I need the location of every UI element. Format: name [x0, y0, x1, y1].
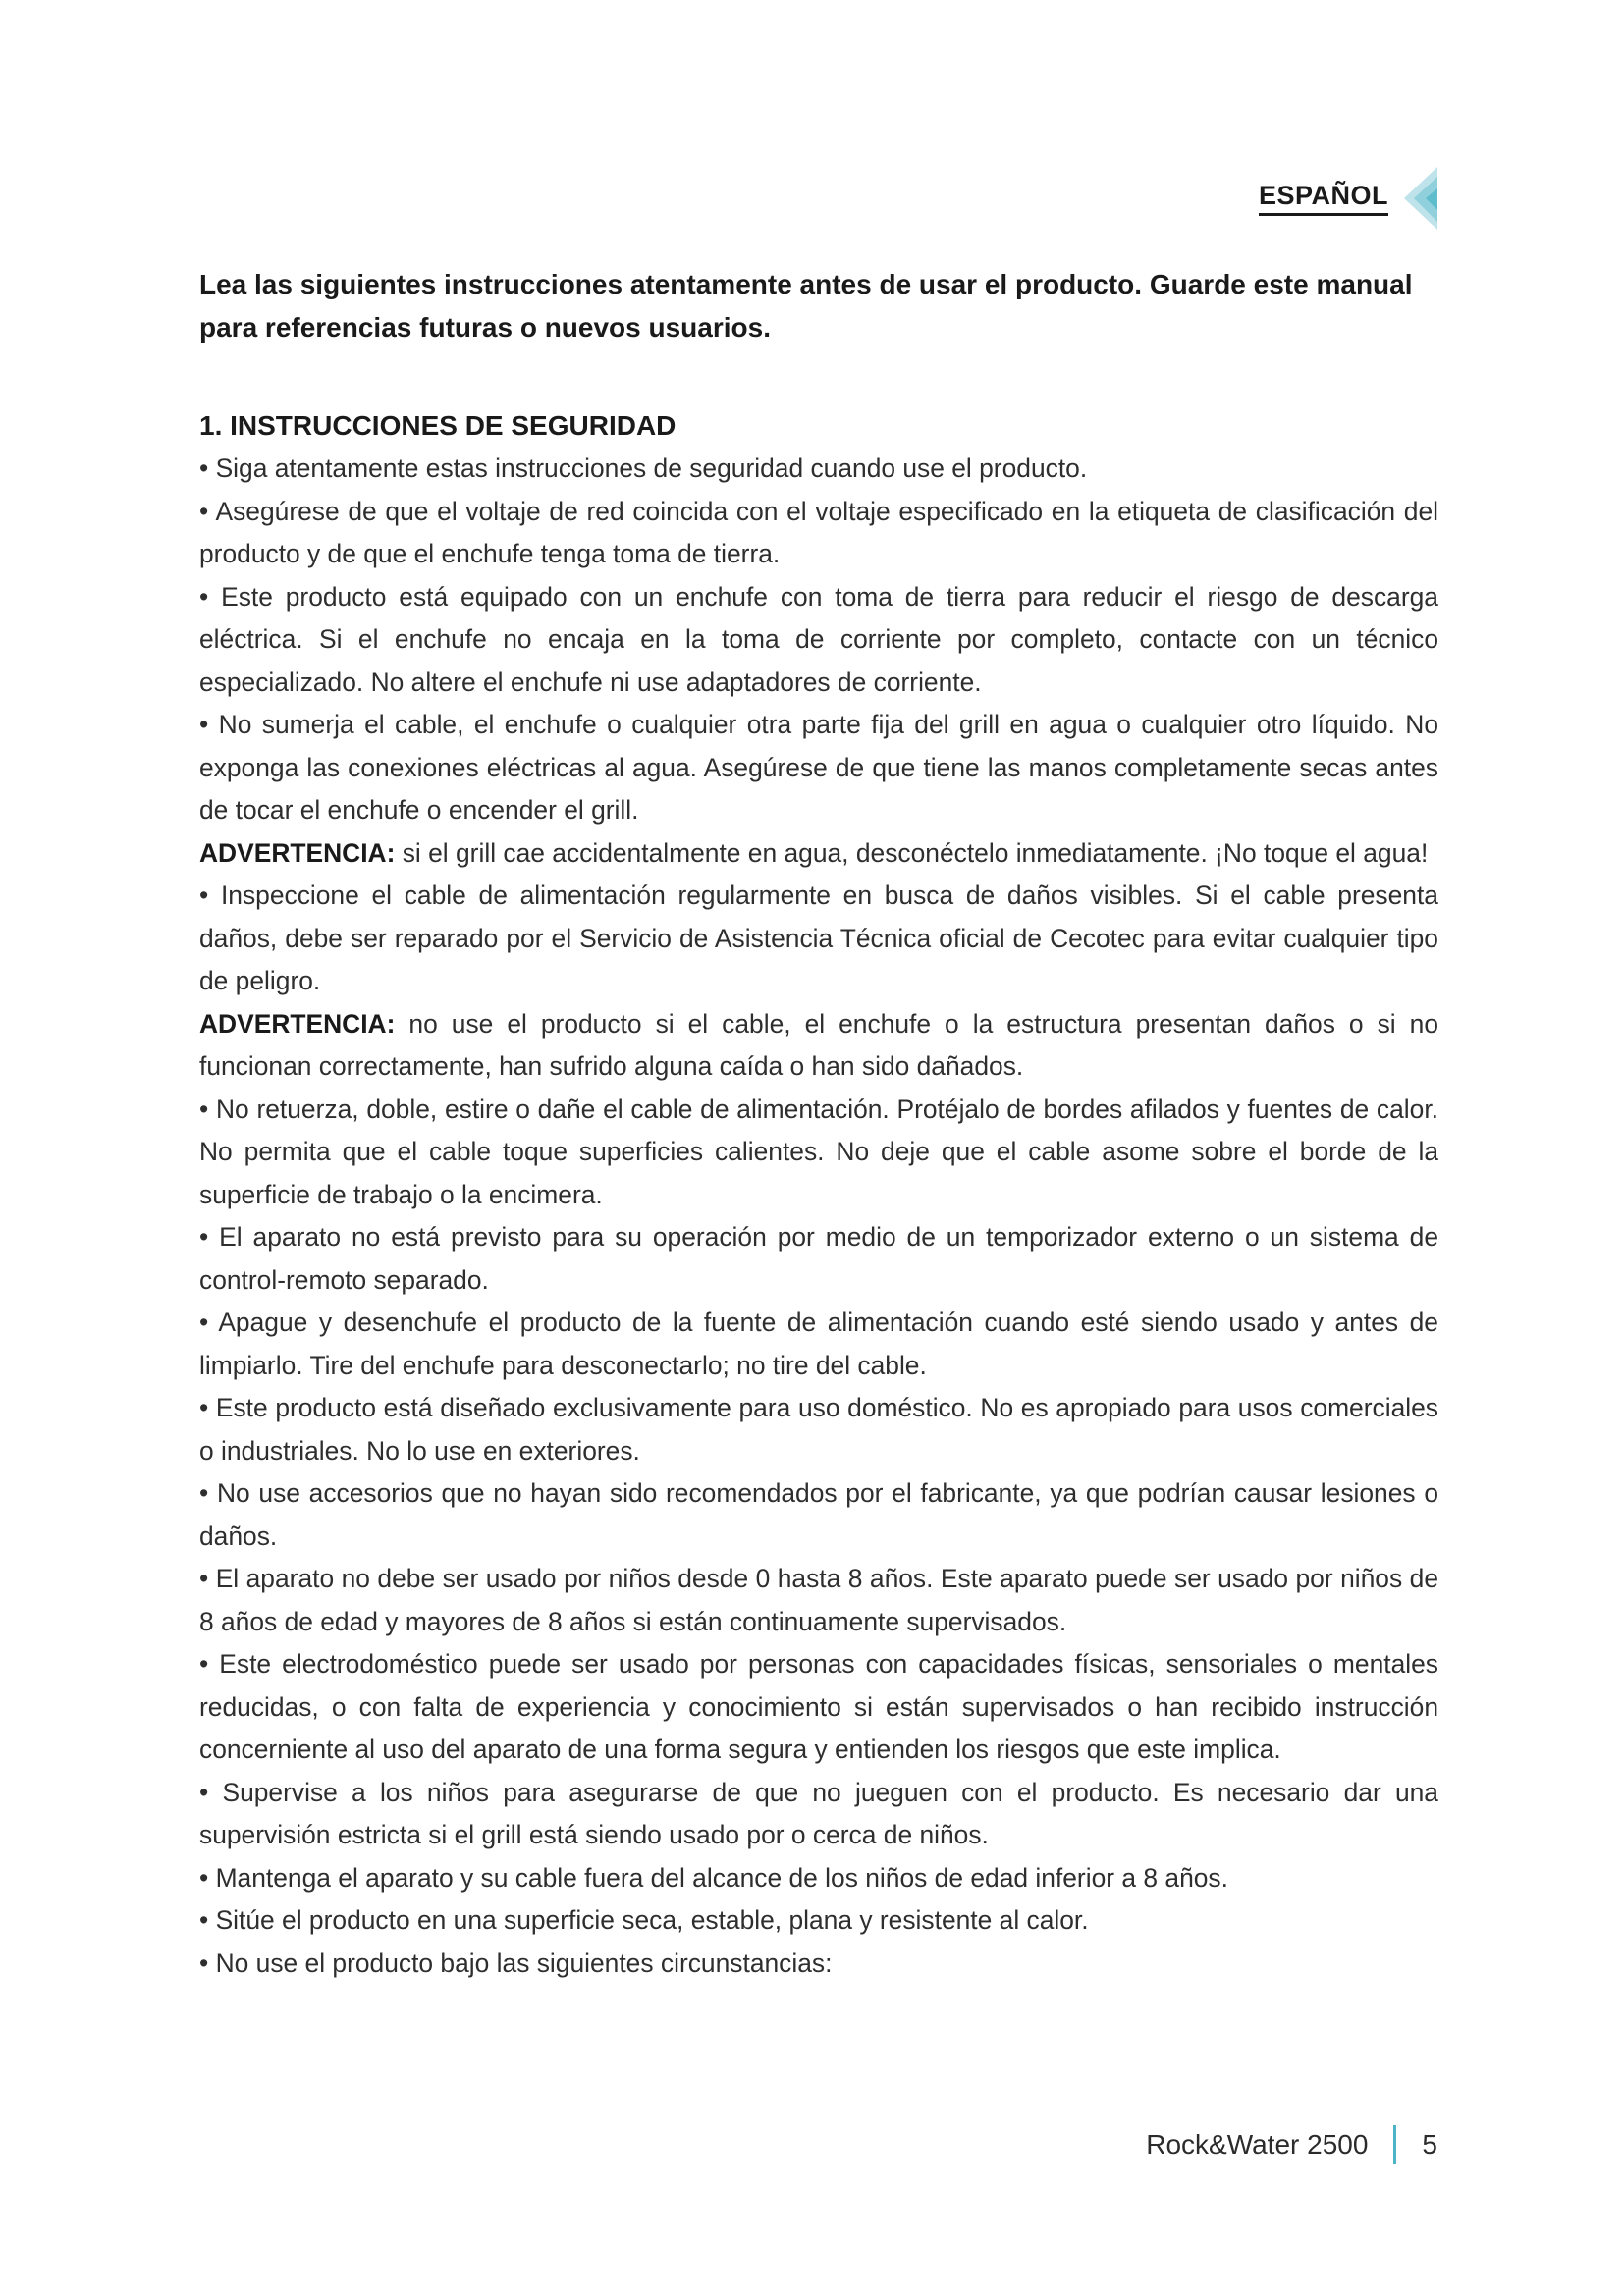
- product-name: Rock&Water 2500: [1146, 2129, 1369, 2160]
- warning-text: no use el producto si el cable, el enchufe o la estructura presentan daños o si no funcionan correctamente, han sufrido alguna caída o han sido dañados.: [199, 1008, 1438, 1081]
- safety-paragraph: • No sumerja el cable, el enchufe o cualquier otra parte fija del grill en agua o cualquier otro líquido. No exponga las conexiones eléctricas al agua. Asegúrese de que tiene las manos completamente secas antes de tocar el enchufe o encender el grill.: [199, 710, 1438, 825]
- safety-paragraph: • Este electrodoméstico puede ser usado por personas con capacidades físicas, sensoriales o mentales reducidas, o con falta de experiencia y conocimiento si están supervisados o han recibido instrucción concerniente al uso del aparato de una forma segura y entienden los riesgos que este implica.: [199, 1649, 1438, 1764]
- warning-label: ADVERTENCIA:: [199, 837, 396, 868]
- section-title: 1. INSTRUCCIONES DE SEGURIDAD: [199, 410, 677, 441]
- warning-label: ADVERTENCIA:: [199, 1008, 396, 1039]
- page-footer: [1146, 2125, 1437, 2164]
- intro-text: Lea las siguientes instrucciones atentamente antes de usar el producto. Guarde este manual para referencias futuras o nuevos usuarios.: [199, 269, 1413, 343]
- brand-triangle-icon: [1402, 167, 1437, 230]
- language-label: ESPAÑOL: [1259, 181, 1388, 216]
- safety-paragraph: • Supervise a los niños para asegurarse de que no jueguen con el producto. Es necesario dar una supervisión estricta si el grill está siendo usado por o cerca de niños.: [199, 1777, 1438, 1849]
- safety-paragraph: • El aparato no debe ser usado por niños desde 0 hasta 8 años. Este aparato puede ser usado por niños de 8 años de edad y mayores de 8 años si están continuamente supervisados.: [199, 1564, 1438, 1636]
- safety-paragraph: • El aparato no está previsto para su operación por medio de un temporizador externo o un sistema de control-remoto separado.: [199, 1222, 1438, 1295]
- safety-paragraph: • No retuerza, doble, estire o dañe el cable de alimentación. Protéjalo de bordes afilados y fuentes de calor. No permita que el cable toque superficies calientes. No deje que el cable asome sobre el borde de la superficie de trabajo o la encimera.: [199, 1094, 1438, 1209]
- safety-paragraph: • Sitúe el producto en una superficie seca, estable, plana y resistente al calor.: [199, 1905, 1089, 1935]
- safety-paragraph: • Este producto está equipado con un enchufe con toma de tierra para reducir el riesgo de descarga eléctrica. Si el enchufe no encaja en la toma de corriente por completo, contacte con un técnico especializado. No altere el enchufe ni use adaptadores de corriente.: [199, 581, 1438, 697]
- safety-paragraph: • No use accesorios que no hayan sido recomendados por el fabricante, ya que podrían causar lesiones o daños.: [199, 1478, 1438, 1551]
- safety-paragraph: • Mantenga el aparato y su cable fuera del alcance de los niños de edad inferior a 8 años.: [199, 1862, 1228, 1893]
- safety-paragraph: • Inspeccione el cable de alimentación regularmente en busca de daños visibles. Si el cable presenta daños, debe ser reparado por el Servicio de Asistencia Técnica oficial de Cecotec para evitar cualquier tipo de peligro.: [199, 881, 1438, 995]
- warning-text: si el grill cae accidentalmente en agua, desconéctelo inmediatamente. ¡No toque el agua!: [395, 837, 1429, 868]
- safety-paragraph: • Este producto está diseñado exclusivamente para uso doméstico. No es apropiado para usos comerciales o industriales. No lo use en exteriores.: [199, 1393, 1438, 1466]
- warning-paragraph: [199, 832, 1438, 876]
- warning-paragraph: [199, 1003, 1438, 1089]
- safety-paragraph: • Asegúrese de que el voltaje de red coincida con el voltaje especificado en la etiqueta de clasificación del producto y de que el enchufe tenga toma de tierra.: [199, 496, 1438, 568]
- safety-paragraph: • Apague y desenchufe el producto de la fuente de alimentación cuando esté siendo usado y antes de limpiarlo. Tire del enchufe para desconectarlo; no tire del cable.: [199, 1308, 1438, 1380]
- language-header: [1259, 167, 1437, 230]
- safety-paragraph: • Siga atentamente estas instrucciones de seguridad cuando use el producto.: [199, 454, 1088, 483]
- page-number: 5: [1422, 2129, 1437, 2160]
- safety-paragraph: • No use el producto bajo las siguientes circunstancias:: [199, 1948, 833, 1978]
- footer-divider: [1393, 2125, 1396, 2164]
- manual-content: [199, 263, 1438, 1985]
